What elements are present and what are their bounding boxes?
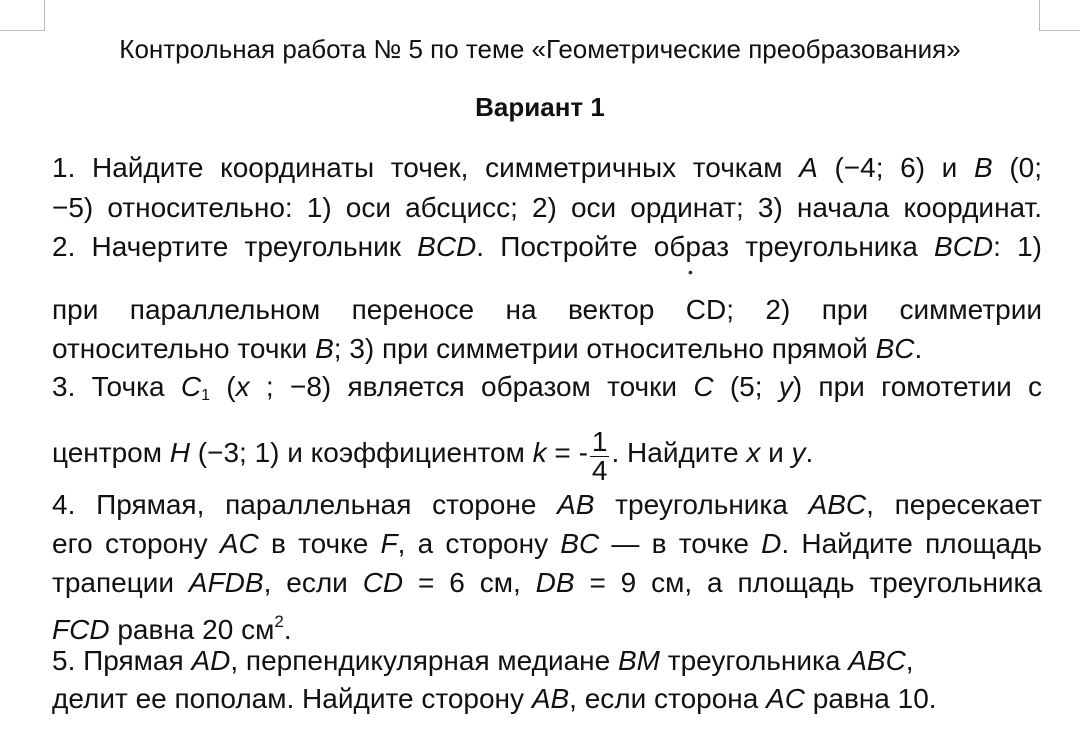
task-1-line-1: 1. Найдите координаты точек, симметричных точкам A (−4; 6) и B (0;	[52, 152, 1042, 183]
task-4-line-2: его сторону AC в точке F, а сторону BC — в точке D. Найдите площадь	[52, 528, 1042, 559]
variant-heading: Вариант 1	[475, 92, 605, 122]
task-3-line-1: 3. Точка $C_1$ (x ; −8) является образом точки C (5; y) при гомотетии с	[52, 371, 1043, 404]
task-2-line-3: относительно точки B; 3) при симметрии относительно прямой BC.	[52, 333, 923, 364]
task-2-line-2: при параллельном переносе на вектор CD; 2) при симметрии	[52, 294, 1042, 325]
page-corner-top-right	[1039, 0, 1080, 31]
task-4-line-1: 4. Прямая, параллельная стороне AB треугольника ABC, пересекает	[52, 489, 1043, 520]
task-5-line-1: 5. Прямая AD, перпендикулярная медиане BM треугольника ABC,	[52, 645, 914, 676]
task-4-line-4: FCD равна 20 $см^2$.	[52, 612, 292, 645]
task-2-line-1: 2. Начертите треугольник BCD. Постройте образ треугольника BCD: 1)	[52, 231, 1042, 262]
task-4-line-3: трапеции AFDB, если CD = 6 см, DB = 9 см, а площадь треугольника	[52, 567, 1042, 598]
task-1-line-2: −5) относительно: 1) оси абсцисс; 2) оси ординат; 3) начала координат.	[52, 192, 1042, 223]
vector-arrow-mark: •	[688, 264, 693, 280]
task-3-line-2: центром H (−3; 1) и коэффициентом k = - $\frac{1}{4}$ . Найдите x и y.	[52, 426, 814, 486]
document-title: Контрольная работа № 5 по теме «Геометрические преобразования»	[119, 34, 961, 64]
fraction-one-quarter: $\frac{1}{4}$	[591, 426, 608, 486]
task-5-line-2: делит ее пополам. Найдите сторону AB, если сторона AC равна 10.	[52, 683, 937, 714]
page-corner-top-left	[0, 0, 45, 31]
